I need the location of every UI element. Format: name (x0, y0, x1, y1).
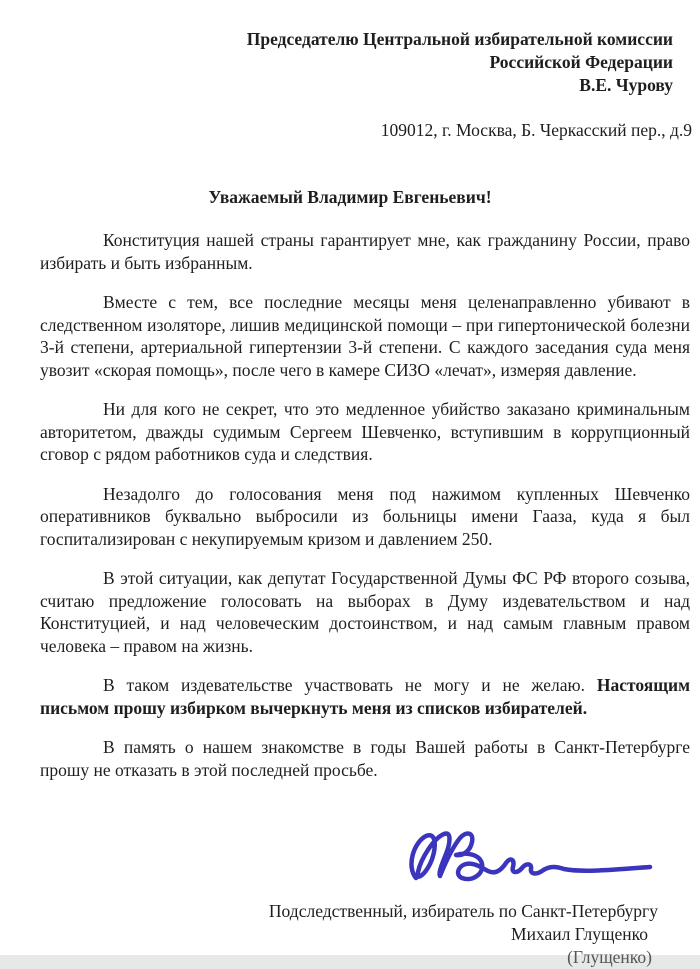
paragraph-hospital: Незадолго до голосования меня под нажимом купленных Шевченко оперативников буквально выбросили из больницы имени Гааза, куда я был госпитализирован с некупируемым кризом и давлением 250. (40, 483, 690, 549)
paragraph-constitution: Конституция нашей страны гарантирует мне, как гражданину России, право избирать и быть избранным. (40, 230, 690, 273)
paragraph-sizo: Вместе с тем, все последние месяцы меня целенаправленно убивают в следственном изоляторе, лишив медицинской помощи – при гипертонической болезни 3-й степени, артериальной гипертензии 3-й степени. С каждого заседания суда меня увозит «скорая помощь», после чего в камере СИЗО «лечат», измеряя давление. (40, 292, 690, 380)
recipient-block (0, 28, 700, 97)
salutation: Уважаемый Владимир Евгеньевич! (208, 187, 492, 207)
recipient-line-1: Председателю Центральной избирательной комиссии (246, 29, 673, 49)
paragraph-memory: В память о нашем знакомстве в годы Вашей работы в Санкт-Петербурге прошу не отказать в этой последней просьбе. (40, 737, 690, 780)
letter-body (40, 229, 690, 781)
paragraph-shevchenko: Ни для кого не секрет, что это медленное убийство заказано криминальным авторитетом, дважды судимым Сергеем Шевченко, вступившим в коррупционный сговор с рядом работников суда и следствия. (40, 399, 690, 464)
recipient-line-2: Российской Федерации (489, 52, 673, 72)
signoff-name: Михаил Глущенко (511, 924, 648, 944)
request-regular-text: В таком издевательстве участвовать не могу и не желаю. (103, 675, 597, 695)
paragraph-request (40, 674, 690, 719)
signature-icon (398, 822, 656, 896)
request-bold-text: Настоящим письмом прошу избирком вычеркнуть меня из списков избирателей. (40, 675, 690, 718)
handwritten-signature (398, 822, 656, 896)
paragraph-duma: В этой ситуации, как депутат Государственной Думы ФС РФ второго созыва, считаю предложение голосовать на выборах в Думу издевательством и над Конституцией, и над человеческим достоинством, и над самым главным правом человека – правом на жизнь. (40, 568, 690, 656)
recipient-line-3: В.Е. Чурову (579, 75, 673, 95)
signoff-role: Подследственный, избиратель по Санкт-Петербургу (268, 901, 658, 921)
signature-path (411, 833, 650, 879)
signoff-block (0, 900, 700, 969)
signoff-partial-line: (Глущенко) (567, 947, 652, 967)
recipient-address: 109012, г. Москва, Б. Черкасский пер., д.9 (380, 120, 692, 140)
